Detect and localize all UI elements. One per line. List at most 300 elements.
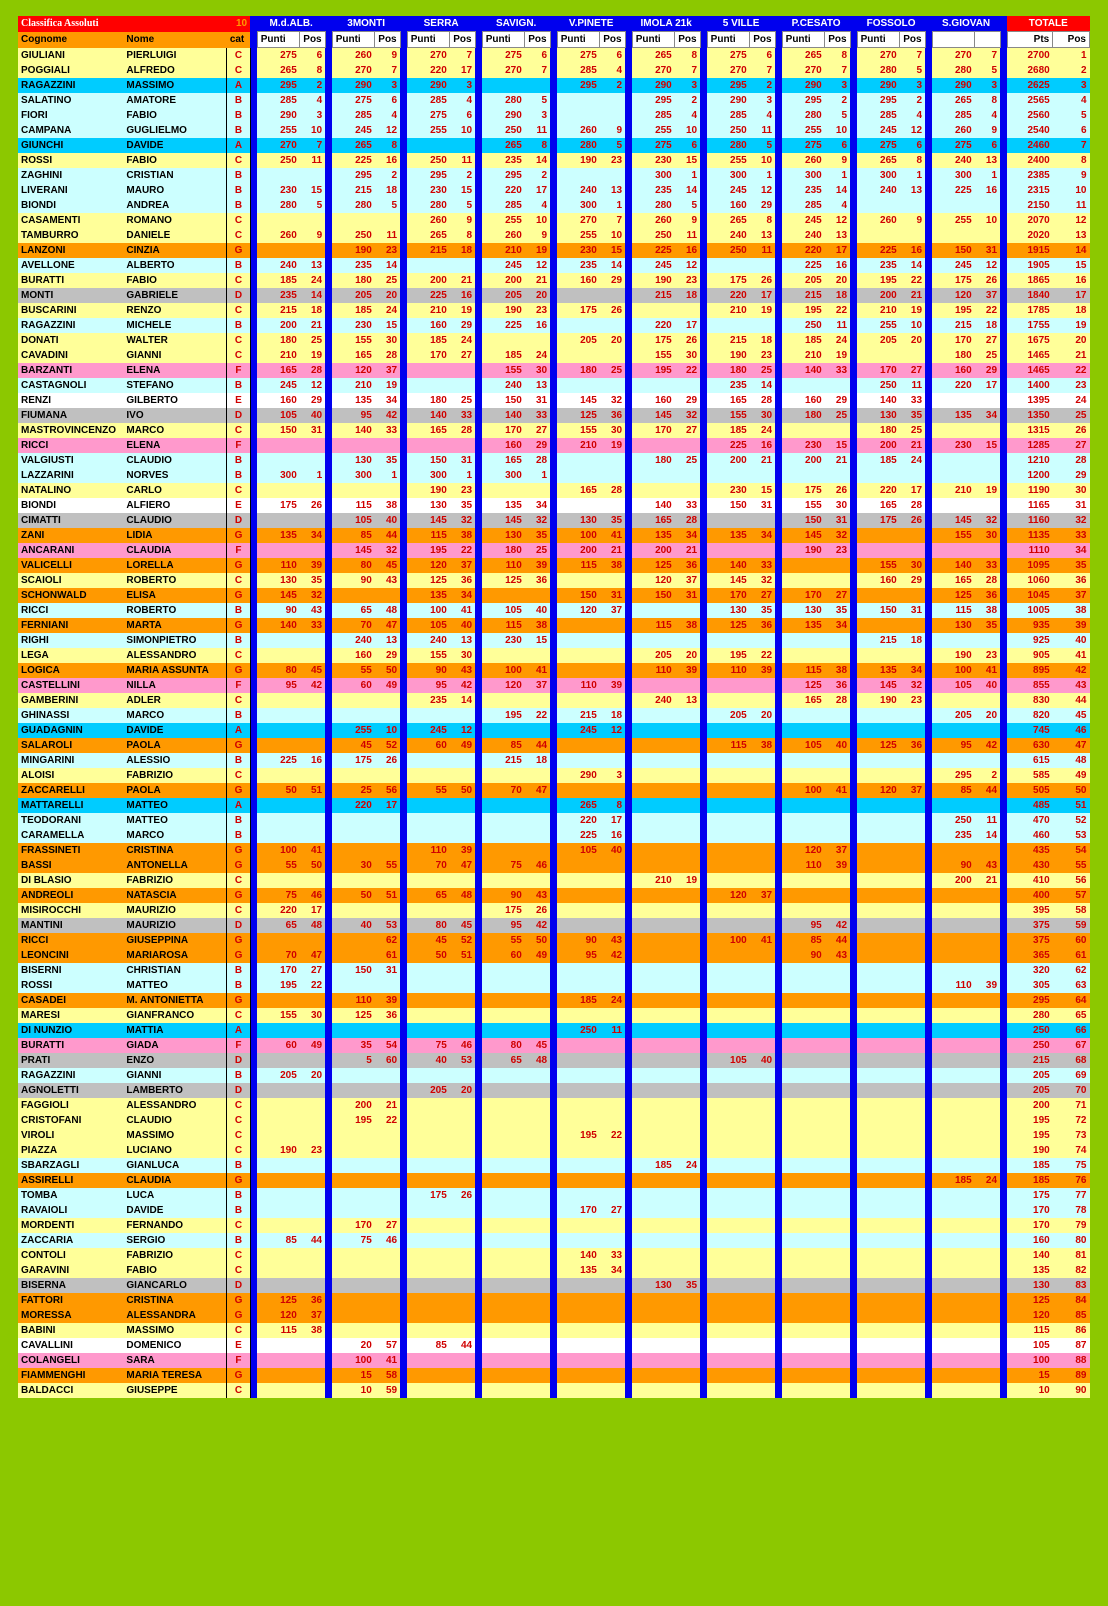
column-separator (550, 1158, 557, 1173)
table-row (18, 543, 1090, 558)
race-points (707, 1323, 750, 1338)
column-separator (325, 1083, 332, 1098)
race-points: 80 (360, 560, 372, 571)
race-position: 22 (985, 305, 998, 316)
race-points: 215 (430, 245, 447, 256)
athlete-surname: CASAMENTI (21, 215, 81, 226)
athlete-name: CHRISTIAN (126, 965, 181, 976)
race-position (900, 1203, 925, 1218)
race-position: 43 (460, 665, 473, 676)
race-points (257, 1263, 300, 1278)
race-position (750, 468, 775, 483)
total-points: 15 (1038, 1370, 1050, 1381)
athlete-category: G (227, 1308, 250, 1323)
column-separator (625, 828, 632, 843)
column-separator (550, 468, 557, 483)
total-points: 395 (1033, 905, 1050, 916)
column-separator (1000, 1053, 1007, 1068)
race-position (600, 1218, 625, 1233)
race-position: 35 (460, 500, 473, 511)
race-position: 20 (685, 650, 698, 661)
race-position: 34 (760, 530, 773, 541)
athlete-name: CRISTIAN (126, 170, 174, 181)
column-separator (700, 963, 707, 978)
athlete-category: B (227, 753, 250, 768)
column-separator (550, 813, 557, 828)
column-separator (475, 618, 482, 633)
athlete-category: B (227, 633, 250, 648)
race-points (932, 228, 975, 243)
race-points: 295 (430, 170, 447, 181)
column-separator (400, 32, 407, 48)
column-separator (775, 948, 782, 963)
total-position: 77 (1075, 1190, 1087, 1201)
race-points (407, 1143, 450, 1158)
column-separator (550, 858, 557, 873)
race-position (975, 1008, 1000, 1023)
race-points (707, 1188, 750, 1203)
race-position (375, 903, 400, 918)
race-position (825, 1143, 850, 1158)
race-position: 9 (691, 215, 698, 226)
column-separator (775, 783, 782, 798)
athlete-surname: LEGA (21, 650, 49, 661)
column-separator (400, 993, 407, 1008)
race-position: 39 (985, 980, 998, 991)
race-position (450, 1068, 475, 1083)
race-position: 46 (535, 860, 548, 871)
race-position (900, 1008, 925, 1023)
race-position: 2 (691, 95, 698, 106)
column-separator (325, 873, 332, 888)
race-points: 275 (880, 140, 897, 151)
race-position: 14 (385, 260, 398, 271)
column-separator (775, 993, 782, 1008)
race-points (557, 903, 600, 918)
column-separator (325, 348, 332, 363)
total-position: 49 (1075, 770, 1087, 781)
race-points: 280 (805, 110, 822, 121)
race-points: 175 (880, 515, 897, 526)
race-points: 130 (955, 620, 972, 631)
column-separator (550, 1038, 557, 1053)
race-points (857, 768, 900, 783)
race-points (632, 858, 675, 873)
race-points (482, 1323, 525, 1338)
race-points (707, 873, 750, 888)
race-position: 3 (466, 80, 473, 91)
race-position: 6 (466, 110, 473, 121)
race-points: 220 (655, 320, 672, 331)
total-points: 160 (1033, 1235, 1050, 1246)
race-position (750, 1023, 775, 1038)
column-separator (625, 1323, 632, 1338)
race-position: 16 (985, 185, 998, 196)
column-separator (550, 603, 557, 618)
column-separator (550, 243, 557, 258)
column-separator (400, 678, 407, 693)
race-points (782, 978, 825, 993)
race-points: 105 (955, 680, 972, 691)
race-position (375, 1248, 400, 1263)
column-separator (775, 933, 782, 948)
race-position (825, 963, 850, 978)
table-row (18, 123, 1090, 138)
pos-total-header: Pos (1053, 32, 1090, 48)
column-separator (775, 32, 782, 48)
column-separator (325, 273, 332, 288)
column-separator (625, 78, 632, 93)
race-position (975, 903, 1000, 918)
race-position: 23 (760, 350, 773, 361)
column-separator (250, 1143, 257, 1158)
race-position: 38 (985, 605, 998, 616)
column-separator (625, 978, 632, 993)
race-points: 245 (880, 125, 897, 136)
race-points: 120 (805, 845, 822, 856)
column-separator (925, 648, 932, 663)
race-position: 40 (460, 620, 473, 631)
column-separator (850, 228, 857, 243)
column-separator (475, 438, 482, 453)
race-position (300, 453, 325, 468)
athlete-category: G (227, 933, 250, 948)
race-points (857, 1338, 900, 1353)
table-row (18, 948, 1090, 963)
column-separator (700, 1038, 707, 1053)
race-position (300, 543, 325, 558)
race-points (782, 963, 825, 978)
column-separator (325, 213, 332, 228)
race-position: 28 (685, 515, 698, 526)
race-position: 24 (985, 1175, 998, 1186)
column-separator (475, 16, 482, 32)
race-position: 10 (311, 125, 323, 136)
race-position: 14 (910, 260, 923, 271)
column-separator (250, 333, 257, 348)
athlete-category: C (227, 903, 250, 918)
table-row (18, 1113, 1090, 1128)
column-separator (475, 828, 482, 843)
column-separator (325, 723, 332, 738)
race-points (257, 1053, 300, 1068)
column-separator (475, 768, 482, 783)
race-points (782, 1128, 825, 1143)
race-position (525, 1293, 550, 1308)
race-points (632, 468, 675, 483)
race-position: 40 (311, 410, 323, 421)
race-position: 35 (385, 455, 398, 466)
column-separator (400, 258, 407, 273)
race-position: 22 (685, 365, 698, 376)
race-position: 24 (385, 305, 398, 316)
race-position: 50 (311, 860, 323, 871)
race-points (932, 1353, 975, 1368)
column-separator (925, 318, 932, 333)
race-points (857, 1218, 900, 1233)
table-row (18, 258, 1090, 273)
race-points (632, 963, 675, 978)
column-separator (775, 963, 782, 978)
race-points: 155 (805, 500, 822, 511)
race-position: 37 (985, 290, 998, 301)
race-position: 31 (311, 425, 323, 436)
race-position: 1 (466, 470, 473, 481)
race-position (675, 1008, 700, 1023)
athlete-name: CLAUDIO (126, 1115, 172, 1126)
race-points: 150 (805, 515, 822, 526)
race-points (407, 1308, 450, 1323)
race-points: 210 (505, 245, 522, 256)
column-separator (775, 78, 782, 93)
race-position: 44 (460, 1340, 473, 1351)
race-points (632, 1353, 675, 1368)
column-separator (550, 663, 557, 678)
race-points (632, 753, 675, 768)
column-separator (475, 138, 482, 153)
race-points (407, 138, 450, 153)
race-points (857, 828, 900, 843)
total-position: 76 (1075, 1175, 1087, 1186)
race-position (975, 1128, 1000, 1143)
race-position: 41 (311, 845, 323, 856)
race-points (782, 873, 825, 888)
athlete-surname: GARAVINI (21, 1265, 70, 1276)
column-separator (850, 453, 857, 468)
race-points: 260 (430, 215, 447, 226)
race-position (450, 258, 475, 273)
race-header: IMOLA 21k (632, 16, 700, 32)
race-points: 155 (655, 350, 672, 361)
race-position: 10 (685, 125, 698, 136)
race-position (375, 843, 400, 858)
athlete-category: B (227, 468, 250, 483)
column-separator (775, 588, 782, 603)
race-position: 26 (835, 485, 848, 496)
total-position: 25 (1075, 410, 1087, 421)
race-points: 45 (435, 935, 447, 946)
column-separator (625, 708, 632, 723)
race-position: 1 (841, 170, 848, 181)
race-points (557, 858, 600, 873)
race-points: 90 (510, 890, 522, 901)
column-separator (1000, 1263, 1007, 1278)
athlete-name: CINZIA (126, 245, 160, 256)
total-points: 1200 (1027, 470, 1050, 481)
column-separator (400, 1338, 407, 1353)
race-position (600, 963, 625, 978)
total-points: 505 (1033, 785, 1050, 796)
race-position (975, 843, 1000, 858)
athlete-name: LORELLA (126, 560, 174, 571)
athlete-surname: RAGAZZINI (21, 320, 76, 331)
race-points (257, 1173, 300, 1188)
race-position (300, 1188, 325, 1203)
race-points: 150 (880, 605, 897, 616)
race-position (900, 1098, 925, 1113)
race-points: 170 (355, 1220, 372, 1231)
race-points: 140 (955, 560, 972, 571)
athlete-surname: GUADAGNIN (21, 725, 83, 736)
athlete-name: MASSIMO (126, 1130, 175, 1141)
race-position: 6 (691, 140, 698, 151)
column-separator (625, 408, 632, 423)
athlete-category: B (227, 708, 250, 723)
race-points: 70 (360, 620, 372, 631)
column-separator (775, 1383, 782, 1398)
race-points (632, 768, 675, 783)
column-separator (475, 1098, 482, 1113)
race-position (975, 1143, 1000, 1158)
race-points: 105 (430, 620, 447, 631)
race-position: 25 (385, 275, 398, 286)
race-points (557, 348, 600, 363)
athlete-name: MARCO (126, 425, 165, 436)
column-separator (400, 213, 407, 228)
column-separator (475, 648, 482, 663)
race-position: 62 (385, 935, 398, 946)
race-position (975, 633, 1000, 648)
column-separator (700, 1188, 707, 1203)
column-separator (325, 1053, 332, 1068)
race-position: 15 (460, 185, 473, 196)
column-separator (775, 753, 782, 768)
race-position (675, 783, 700, 798)
athlete-name: FABIO (126, 155, 157, 166)
column-separator (625, 648, 632, 663)
total-points: 295 (1033, 995, 1050, 1006)
column-separator (850, 32, 857, 48)
race-points: 100 (730, 935, 747, 946)
race-position (975, 1098, 1000, 1113)
race-points: 95 (960, 740, 972, 751)
column-separator (550, 333, 557, 348)
column-separator (850, 183, 857, 198)
race-points: 300 (655, 170, 672, 181)
column-separator (925, 63, 932, 78)
race-position: 21 (910, 440, 923, 451)
race-points (782, 1143, 825, 1158)
column-separator (400, 1218, 407, 1233)
race-points (857, 708, 900, 723)
column-separator (700, 453, 707, 468)
race-points (707, 1068, 750, 1083)
race-position: 27 (385, 1220, 398, 1231)
race-points: 125 (505, 575, 522, 586)
column-separator (925, 1308, 932, 1323)
race-position (825, 1053, 850, 1068)
race-position: 3 (391, 80, 398, 91)
column-separator (700, 1008, 707, 1023)
race-position (600, 663, 625, 678)
column-separator (475, 213, 482, 228)
race-position: 18 (535, 755, 548, 766)
race-position (600, 1293, 625, 1308)
column-separator (325, 138, 332, 153)
race-position: 7 (316, 140, 323, 151)
race-position: 26 (610, 305, 623, 316)
race-points: 195 (730, 650, 747, 661)
race-position (825, 633, 850, 648)
race-points (482, 828, 525, 843)
race-position: 1 (766, 170, 773, 181)
race-position: 12 (760, 185, 773, 196)
race-points (782, 753, 825, 768)
race-position (900, 753, 925, 768)
column-separator (475, 1038, 482, 1053)
race-points (557, 1278, 600, 1293)
punti-header: Punti (707, 32, 750, 48)
race-position (825, 1323, 850, 1338)
race-points (407, 1293, 450, 1308)
race-header: P.CESATO (782, 16, 850, 32)
race-points: 95 (510, 920, 522, 931)
race-points (782, 1173, 825, 1188)
race-points (707, 993, 750, 1008)
table-row (18, 183, 1090, 198)
column-separator (775, 1128, 782, 1143)
race-position: 41 (610, 530, 623, 541)
column-separator (850, 1083, 857, 1098)
race-points: 185 (430, 335, 447, 346)
race-position: 34 (460, 590, 473, 601)
table-row (18, 1143, 1090, 1158)
race-position: 41 (385, 1355, 398, 1366)
column-separator (775, 873, 782, 888)
race-position (975, 1383, 1000, 1398)
column-separator (325, 843, 332, 858)
race-position (750, 1218, 775, 1233)
athlete-category: D (227, 513, 250, 528)
race-points (257, 243, 300, 258)
race-points (557, 1113, 600, 1128)
column-separator (250, 813, 257, 828)
race-points (782, 903, 825, 918)
race-points: 230 (355, 320, 372, 331)
race-points (632, 798, 675, 813)
race-position (825, 753, 850, 768)
column-separator (550, 1383, 557, 1398)
race-position (600, 468, 625, 483)
column-separator (1000, 1323, 1007, 1338)
athlete-surname: ZACCARIA (21, 1235, 74, 1246)
column-separator (475, 378, 482, 393)
column-separator (475, 453, 482, 468)
column-separator (325, 573, 332, 588)
race-position: 18 (985, 320, 998, 331)
column-separator (550, 588, 557, 603)
athlete-name: LUCIANO (126, 1145, 172, 1156)
athlete-surname: CRISTOFANI (21, 1115, 82, 1126)
column-separator (550, 528, 557, 543)
athlete-category: B (227, 963, 250, 978)
column-separator (475, 183, 482, 198)
race-points: 285 (730, 110, 747, 121)
race-position: 4 (766, 110, 773, 121)
table-row (18, 1128, 1090, 1143)
race-position: 38 (760, 740, 773, 751)
column-separator (550, 258, 557, 273)
total-points: 250 (1033, 1040, 1050, 1051)
race-points: 105 (805, 740, 822, 751)
race-position: 42 (385, 410, 398, 421)
race-position (825, 1353, 850, 1368)
race-points (857, 1053, 900, 1068)
total-points: 615 (1033, 755, 1050, 766)
race-position: 50 (385, 665, 398, 676)
pts-header: Pts (1007, 32, 1053, 48)
column-separator (625, 198, 632, 213)
